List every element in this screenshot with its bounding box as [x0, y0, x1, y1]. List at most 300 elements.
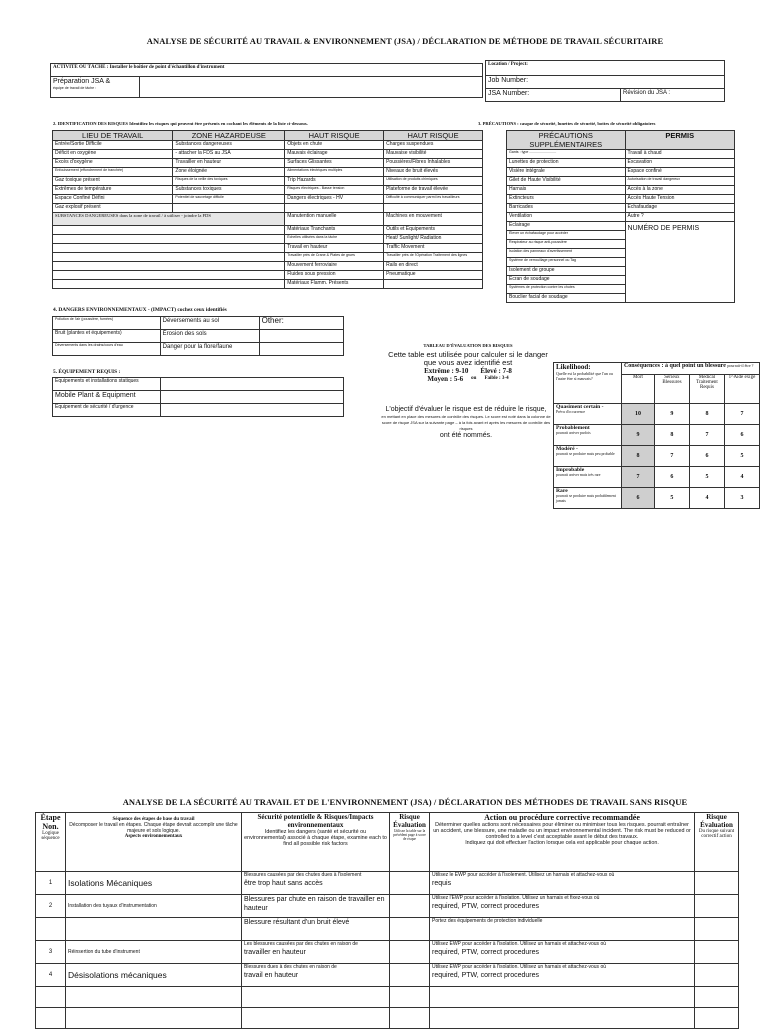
precaution-item[interactable]: Élever un échafaudage pour accéder [507, 231, 626, 240]
action-cell[interactable] [430, 895, 695, 918]
section4-heading: 4. DANGERS ENVIRONNEMENTAUX - (IMPACT) cochez ceux identifiés [53, 307, 227, 313]
precaution-row [507, 213, 735, 222]
risk-table-title: TABLEAU D'ÉVALUATION DES RISQUES [423, 343, 513, 348]
lieu-item[interactable]: Extrêmes de température [53, 186, 173, 195]
action-text: required, PTW, correct procedures [432, 972, 539, 979]
permit-number[interactable]: NUMÉRO DE PERMIS [625, 222, 734, 303]
likelihood-row-label [554, 404, 622, 425]
risk-score: 9 [621, 425, 654, 446]
equip-row [53, 391, 344, 404]
precaution-item[interactable]: Lunettes de protection [507, 159, 626, 168]
header-securite [242, 813, 390, 872]
location-table [485, 60, 725, 102]
empty-cell[interactable] [242, 987, 390, 1008]
hazard-row [53, 204, 483, 213]
action-small: Portez des équipements de protection individuelle [432, 918, 543, 924]
env-row [53, 330, 344, 343]
risk-score: 7 [621, 467, 654, 488]
env-item[interactable]: Other: [259, 317, 343, 330]
haut-risque-item[interactable]: Mauvais éclairage [285, 150, 384, 159]
lieu-item[interactable]: Déficit en oxygène [53, 150, 173, 159]
action-small: Utilisez EWP pour accéder à l'isolation. Utilisez un harnais et attachez-vous où [432, 964, 607, 970]
haut-risque-item[interactable]: Objets en chute [285, 141, 384, 150]
step-row [36, 872, 739, 895]
step-number: 4 [36, 964, 66, 987]
likelihood-desc: pourrait se produire mais probablement jamais [556, 494, 616, 503]
action-cell[interactable] [430, 918, 695, 941]
activity-label: ACTIVITÉ OU TÂCHE : Installer le boîtier de point d'échantillon d'instrument [51, 64, 483, 77]
job-number-field[interactable]: Job Number: [486, 76, 725, 89]
activity-table [50, 63, 483, 98]
level-moyen: Moyen : 5-6 [427, 375, 464, 383]
haut-risque-item[interactable] [285, 204, 384, 213]
prep-field[interactable] [140, 77, 483, 98]
level-eleve: Élevé : 7-8 [480, 367, 512, 375]
section3-heading: 3. PRÉCAUTIONS : casque de sécurité, lunettes de sécurité, bottes de sécurité obligatoires [478, 121, 656, 126]
haut-risque-item[interactable]: Mauvaise visibilité [384, 150, 483, 159]
env-item[interactable]: Érosion des sols [160, 330, 259, 343]
header-risque2 [695, 813, 739, 872]
equipment-table [52, 377, 344, 417]
risk-score: 6 [654, 467, 689, 488]
zone-item[interactable]: Zone éloignée [173, 168, 285, 177]
substances-field[interactable] [53, 262, 285, 271]
haut-risque-item[interactable]: Échelles utilisées dans la tâche [285, 235, 384, 244]
zone-item[interactable]: Substances toxiques [173, 186, 285, 195]
risk-score: 8 [654, 425, 689, 446]
action-desc: Déterminer quelles actions sont nécessaires pour éliminer ou minimiser tous les risques. pourrait entraîner un accident, une blessure, une maladie ou un impact environnemental incident. The risk must be reduced or controlled to a level c'est acceptable avant le début des travaux. [433, 822, 691, 840]
empty-cell[interactable] [390, 987, 430, 1008]
hazard-row [53, 235, 483, 244]
etape-label: Étape Non. [40, 813, 61, 831]
haut-risque-item[interactable]: Charges suspendues [384, 141, 483, 150]
hazard-text: travailler en hauteur [244, 949, 306, 956]
permit-item[interactable]: Espace confiné [625, 168, 734, 177]
risk-score: 5 [654, 488, 689, 509]
haut-risque-item[interactable]: Alimentations électriques multiples [285, 168, 384, 177]
likelihood-desc: pourrait arriver parfois [556, 431, 591, 435]
likelihood-level: Rare [556, 488, 568, 494]
header-precautions: PRÉCAUTIONS SUPPLÉMENTAIRES [507, 131, 626, 150]
permit-item[interactable]: Excavation [625, 159, 734, 168]
precaution-row [507, 186, 735, 195]
haut-risque-item[interactable]: Trip Hazards [285, 177, 384, 186]
lieu-item[interactable]: Enfouissement (effondrement de tranchée) [53, 168, 173, 177]
hazard-text: être trop haut sans accès [244, 880, 323, 887]
precaution-item[interactable]: Respirateur au risque anti-poussière [507, 240, 626, 249]
action-cell[interactable] [430, 964, 695, 987]
level-or: ou [471, 376, 477, 381]
risk-score: 3 [724, 488, 759, 509]
hazard-row [53, 186, 483, 195]
haut-risque-item[interactable]: Fluides sous pression [285, 271, 384, 280]
zone-item[interactable]: Substances dangereuses [173, 141, 285, 150]
action-cell[interactable] [430, 941, 695, 964]
col-aide: 1^Aide exigé [724, 375, 759, 404]
prep-sub: équipe de travail de tâche : [53, 86, 97, 90]
action-text: required, PTW, correct procedures [432, 949, 539, 956]
haut-risque-item[interactable]: Machines en mouvement [384, 213, 483, 226]
hazard-row [53, 141, 483, 150]
permit-item[interactable]: Accès Haute Tension [625, 195, 734, 204]
haut-risque-item[interactable] [384, 280, 483, 289]
precaution-row [507, 159, 735, 168]
env-row [53, 317, 344, 330]
haut-risque-item[interactable]: Manutention manuelle [285, 213, 384, 226]
risque-desc: Utilisez la table sur la précédent page à score de risque [393, 829, 426, 841]
matrix-row [554, 425, 760, 446]
secu-title: Sécurité potentielle & Risques/Impacts environnementaux [257, 813, 374, 829]
consequences-cell [621, 363, 759, 375]
haut-risque-item[interactable]: Matériaux Flamm. Présents [285, 280, 384, 289]
risque-title: Risque Évaluation [393, 813, 426, 829]
zone-item[interactable] [173, 204, 285, 213]
objective-small: en mettant en place des mesures de contrôle des risques. Le score est noté dans la colonne de score de risque JSA sur la suivante page – à la fois avant et après les mesures de contrôle des risques [381, 414, 551, 431]
likelihood-row-label [554, 467, 622, 488]
env-item[interactable] [259, 343, 343, 356]
seq-title: Séquence des étapes de base du travail [112, 817, 195, 822]
empty-cell[interactable] [430, 987, 695, 1008]
risk-score: 7 [689, 425, 724, 446]
risk-score-after[interactable] [695, 964, 739, 987]
hazard-text: Blessure résultant d'un bruit élevé [244, 919, 350, 926]
level-extreme: Extrême : 9-10 [424, 367, 469, 375]
matrix-row [554, 404, 760, 425]
zone-item[interactable]: Risques de la veille des toxiques [173, 177, 285, 186]
header-haut-risque-1: HAUT RISQUE [285, 131, 384, 141]
empty-cell[interactable] [36, 1008, 66, 1029]
steps-table [35, 812, 739, 1029]
equip-field[interactable] [160, 391, 343, 404]
substances-field[interactable] [53, 244, 285, 253]
named-text: ont été nommés. [439, 432, 493, 439]
hazard-row [53, 244, 483, 253]
step-row [36, 987, 739, 1008]
risque2-desc: Du risque suivant correctif action [698, 829, 735, 839]
risk-score-before[interactable] [390, 941, 430, 964]
precaution-item[interactable]: Visière intégrale [507, 168, 626, 177]
col-serieux: Sérieux Blessures [654, 375, 689, 404]
risk-score: 7 [724, 404, 759, 425]
empty-cell[interactable] [430, 1008, 695, 1029]
precaution-row [507, 168, 735, 177]
env-item[interactable]: Danger pour la flore/faune [160, 343, 259, 356]
zone-item[interactable]: Potentiel de sauvetage difficile [173, 195, 285, 204]
hazard-row [53, 253, 483, 262]
level-faible: Faible : 3-4 [484, 376, 509, 381]
step-description[interactable]: Isolations Mécaniques [66, 872, 242, 895]
haut-risque-item[interactable]: Dangers électriques - HV [285, 195, 384, 204]
precaution-item[interactable]: Bouclier facial de soudage [507, 294, 626, 303]
risk-score-before[interactable] [390, 895, 430, 918]
risk-explainer [388, 343, 548, 383]
risk-score-before[interactable] [390, 872, 430, 895]
haut-risque-item[interactable]: Plateforme de travail élevée [384, 186, 483, 195]
prep-cell [51, 77, 140, 98]
matrix-row [554, 446, 760, 467]
hazard-text: Blessures par chute en raison de travailler en hauteur [244, 896, 385, 912]
risk-objective [380, 406, 552, 440]
risk-score: 5 [689, 467, 724, 488]
etape-sub: Logique séquence [41, 831, 60, 841]
step-description[interactable] [66, 918, 242, 941]
hazard-small: Blessures dues à des chutes en raison de [244, 964, 337, 970]
substances-field[interactable] [53, 280, 285, 289]
hazard-row [53, 213, 483, 226]
precaution-item[interactable]: Système de verrouillage personnel ou Tag [507, 258, 626, 267]
haut-risque-item[interactable]: Pneumatique [384, 271, 483, 280]
permit-item[interactable]: Échafaudage [625, 204, 734, 213]
hazard-row [53, 177, 483, 186]
precaution-item[interactable]: Écran de soudage [507, 276, 626, 285]
risk-score: 10 [621, 404, 654, 425]
risk-score-before[interactable] [390, 918, 430, 941]
zone-item[interactable]: Travailler en hauteur [173, 159, 285, 168]
likelihood-row-label [554, 425, 622, 446]
precaution-row [507, 204, 735, 213]
jsa-number-field[interactable]: JSA Number: [486, 89, 621, 102]
risque2-title: Risque Évaluation [700, 813, 733, 829]
header-sequence [66, 813, 242, 872]
matrix-row [554, 467, 760, 488]
haut-risque-item[interactable]: Surfaces Glissantes [285, 159, 384, 168]
equip-row [53, 404, 344, 417]
likelihood-cell [554, 363, 622, 404]
hazard-row [53, 168, 483, 177]
precautions-table [506, 130, 735, 303]
precaution-row [507, 177, 735, 186]
empty-cell[interactable] [66, 1008, 242, 1029]
haut-risque-item[interactable]: Rails en direct [384, 262, 483, 271]
hazard-small: Blessures causées par des chutes dues à l'isolement [244, 872, 362, 878]
header-etape [36, 813, 66, 872]
risk-score: 6 [689, 446, 724, 467]
hazard-row [53, 280, 483, 289]
step-description[interactable]: Installation des tuyaux d'instrumentation [66, 895, 242, 918]
substances-field[interactable] [53, 271, 285, 280]
likelihood-desc: pourrait arriver mais très rare [556, 473, 601, 477]
hazard-cell[interactable] [242, 964, 390, 987]
conseq-label: Conséquences : à quel point un blessure [623, 363, 726, 369]
header-haut-risque-2: HAUT RISQUE [384, 131, 483, 141]
empty-cell[interactable] [390, 1008, 430, 1029]
step-row [36, 941, 739, 964]
likelihood-level: Quasiment certain - [556, 404, 604, 410]
risk-score: 7 [654, 446, 689, 467]
hazard-row [53, 159, 483, 168]
hazard-row [53, 150, 483, 159]
precaution-item[interactable]: Éclairage [507, 222, 626, 231]
risk-matrix [553, 362, 760, 509]
permit-item[interactable]: Autorisation de travail dangereux [625, 177, 734, 186]
equip-field[interactable] [160, 378, 343, 391]
haut-risque-item[interactable]: Travailler près de Crane & Plates de grues [285, 253, 384, 262]
secu-desc: Identifiez les dangers (santé et sécurité ou environnemental) associé à chaque étape, examine each to find all possible risk factors [244, 829, 387, 847]
haut-risque-item[interactable]: Travail en hauteur [285, 244, 384, 253]
risk-score: 4 [724, 467, 759, 488]
precaution-item[interactable]: Ventilation [507, 213, 626, 222]
risk-intro: Cette table est utilisée pour calculer si le danger que vous avez identifié est [388, 350, 548, 367]
haut-risque-item[interactable]: Outils et Équipements [384, 226, 483, 235]
page2-title: ANALYSE DE LA SÉCURITÉ AU TRAVAIL ET DE L'ENVIRONNEMENT (JSA) / DÉCLARATION DES MÉTHODES DE TRAVAIL SANS RISQUE [122, 797, 688, 807]
hazard-text: travail en hauteur [244, 972, 299, 979]
substances-field[interactable] [53, 253, 285, 262]
lieu-item[interactable]: Gaz explosif présent [53, 204, 173, 213]
lieu-item[interactable]: Gaz toxique présent [53, 177, 173, 186]
empty-cell[interactable] [695, 987, 739, 1008]
precaution-item[interactable]: Isolement de groupe [507, 267, 626, 276]
precaution-item[interactable]: Barricades [507, 204, 626, 213]
zone-item[interactable]: - attacher la FDS au JSA [173, 150, 285, 159]
action-text: requis [432, 880, 452, 887]
empty-cell[interactable] [695, 1008, 739, 1029]
haut-risque-item[interactable]: Mouvement ferroviaire [285, 262, 384, 271]
col-medical: Medical Traitement Requis [689, 375, 724, 404]
env-item[interactable]: Déversements au sol [160, 317, 259, 330]
page1-title: ANALYSE DE SÉCURITÉ AU TRAVAIL & ENVIRONNEMENT (JSA) / DÉCLARATION DE MÉTHODE DE TRAVAIL SÉCURITAIRE [146, 36, 664, 46]
equip-item: Mobile Plant & Equipment [53, 391, 161, 404]
lieu-item[interactable]: Entrée/Sortie Difficile [53, 141, 173, 150]
haut-risque-item[interactable] [384, 204, 483, 213]
precaution-item[interactable]: Isolation des panneaux d'avertissement [507, 249, 626, 258]
risk-score: 4 [689, 488, 724, 509]
precaution-row [507, 195, 735, 204]
risk-score: 8 [689, 404, 724, 425]
environment-table [52, 316, 344, 356]
risk-score-after[interactable] [695, 941, 739, 964]
hazard-cell[interactable] [242, 872, 390, 895]
risk-score: 6 [724, 425, 759, 446]
risk-score: 5 [724, 446, 759, 467]
likelihood-label: Likelihood: [556, 363, 591, 371]
equip-item: Équipement de sécurité / d'urgence [53, 404, 161, 417]
substances-field[interactable] [53, 226, 285, 235]
seq-aspects: Aspects environnementaux [124, 834, 183, 839]
risk-score-after[interactable] [695, 895, 739, 918]
header-action [430, 813, 695, 872]
step-number: 1 [36, 872, 66, 895]
equip-field[interactable] [160, 404, 343, 417]
precaution-item[interactable]: Systèmes de protection contre les chutes [507, 285, 626, 294]
likelihood-level: Probablement [556, 425, 590, 431]
hazard-cell[interactable] [242, 918, 390, 941]
env-item[interactable] [259, 330, 343, 343]
equip-row [53, 378, 344, 391]
likelihood-row-label [554, 446, 622, 467]
action-small: Utilisez l'EWP pour accéder à l'isolation. Utilisez un harnais et fixez-vous où [432, 895, 600, 901]
likelihood-level: Improbable [556, 467, 585, 473]
precaution-row [507, 150, 735, 159]
seq-desc: Décomposer le travail en étapes. Chaque étape devrait accomplir une tâche majeure et sols logique. [69, 822, 238, 834]
header-permis: PERMIS [625, 131, 734, 150]
lieu-item[interactable]: Espace Confiné Défini [53, 195, 173, 204]
objective-text: L'objectif d'évaluer le risque est de réduire le risque, [385, 406, 547, 413]
empty-cell[interactable] [242, 1008, 390, 1029]
header-lieu: LIEU DE TRAVAIL [53, 131, 173, 141]
risk-score-after[interactable] [695, 918, 739, 941]
haut-risque-item[interactable]: Poussières/Fibres Inhalables [384, 159, 483, 168]
action-note: Indiquez qui doit effectuer l'action lorsque cela est applicable pour chaque action. [465, 840, 659, 846]
env-row [53, 343, 344, 356]
haut-risque-item[interactable]: Heat/ Sunlight/ Radiation [384, 235, 483, 244]
step-row [36, 1008, 739, 1029]
prep-label: Préparation JSA & [53, 78, 111, 85]
hazard-row [53, 262, 483, 271]
risk-score: 8 [621, 446, 654, 467]
action-text: required, PTW, correct procedures [432, 903, 539, 910]
haut-risque-item[interactable]: Niveaux de bruit élevés [384, 168, 483, 177]
hazard-row [53, 195, 483, 204]
empty-cell[interactable] [66, 987, 242, 1008]
hazard-table [52, 130, 483, 289]
haut-risque-item[interactable]: Risques électriques - Basse tension [285, 186, 384, 195]
lieu-item[interactable]: Excès d'oxygène [53, 159, 173, 168]
permit-item[interactable]: Accès à la zone [625, 186, 734, 195]
risk-score: 9 [654, 404, 689, 425]
precaution-row [507, 222, 735, 231]
substances-field[interactable] [53, 235, 285, 244]
likelihood-desc: Prévu d'occurrence [556, 410, 586, 414]
header-risque [390, 813, 430, 872]
step-row [36, 895, 739, 918]
action-small: Utilisez le EWP pour accéder à l'isolement. Utilisez un harnais et attachez-vous où [432, 872, 615, 878]
likelihood-sub: Quelle est la probabilité que l'un ou l'autre être si mauvais? [556, 371, 613, 381]
step-row [36, 964, 739, 987]
step-description[interactable]: Réinsertion du tube d'instrument [66, 941, 242, 964]
revision-field[interactable]: Révision du JSA : [621, 89, 725, 102]
action-cell[interactable] [430, 872, 695, 895]
risk-score-before[interactable] [390, 964, 430, 987]
env-item[interactable]: Bruit (plantes et équipements) [53, 330, 161, 343]
haut-risque-item[interactable]: Difficulté à communiquer parmi les travailleurs [384, 195, 483, 204]
equip-item: Équipements et installations statiques [53, 378, 161, 391]
substances-label: SUBSTANCES DANGEREUSES dans la zone de travail / à utiliser - joindre la FDS [53, 213, 285, 226]
hazard-cell[interactable] [242, 941, 390, 964]
precaution-item[interactable]: Extincteurs [507, 195, 626, 204]
risk-score: 6 [621, 488, 654, 509]
precaution-item[interactable]: Gants : type ........................... [507, 150, 626, 159]
action-title: Action ou procédure corrective recommandée [484, 813, 640, 822]
conseq-sub: pourrait-il être ? [727, 363, 754, 368]
hazard-row [53, 271, 483, 280]
hazard-cell[interactable] [242, 895, 390, 918]
haut-risque-item[interactable]: Travailler près de l'Opération Traitement des lignes [384, 253, 483, 262]
likelihood-level: Modéré - [556, 446, 578, 452]
action-small: Utilisez EWP pour accéder à l'isolation. Utilisez un harnais et attachez-vous où [432, 941, 607, 947]
permit-item[interactable]: Travail à chaud [625, 150, 734, 159]
haut-risque-item[interactable]: Matériaux Tranchants [285, 226, 384, 235]
step-number [36, 918, 66, 941]
empty-cell[interactable] [36, 987, 66, 1008]
haut-risque-item[interactable]: Traffic Movement [384, 244, 483, 253]
permit-item[interactable]: Autre ? [625, 213, 734, 222]
step-row [36, 918, 739, 941]
step-number: 3 [36, 941, 66, 964]
section2-heading: 2. IDENTIFICATION DES RISQUES Identifiez les risques qui peuvent être présents en cochant les éléments de la liste ci-dessous. [53, 121, 308, 126]
matrix-row [554, 488, 760, 509]
step-number: 2 [36, 895, 66, 918]
step-description[interactable]: Désisolations mécaniques [66, 964, 242, 987]
location-label[interactable]: Location / Project: [486, 61, 725, 76]
likelihood-row-label [554, 488, 622, 509]
env-item[interactable]: Déversements dans les drains/cours d'eau [53, 343, 161, 356]
env-item[interactable]: Pollution de l'air (poussière, fumées) [53, 317, 161, 330]
precaution-item[interactable]: Gilet de Haute Visibilité [507, 177, 626, 186]
risk-score-after[interactable] [695, 872, 739, 895]
haut-risque-item[interactable]: Utilisation de produits chimiques [384, 177, 483, 186]
precaution-item[interactable]: Harnais [507, 186, 626, 195]
likelihood-desc: pourrait se produire mais peu probable [556, 452, 615, 456]
